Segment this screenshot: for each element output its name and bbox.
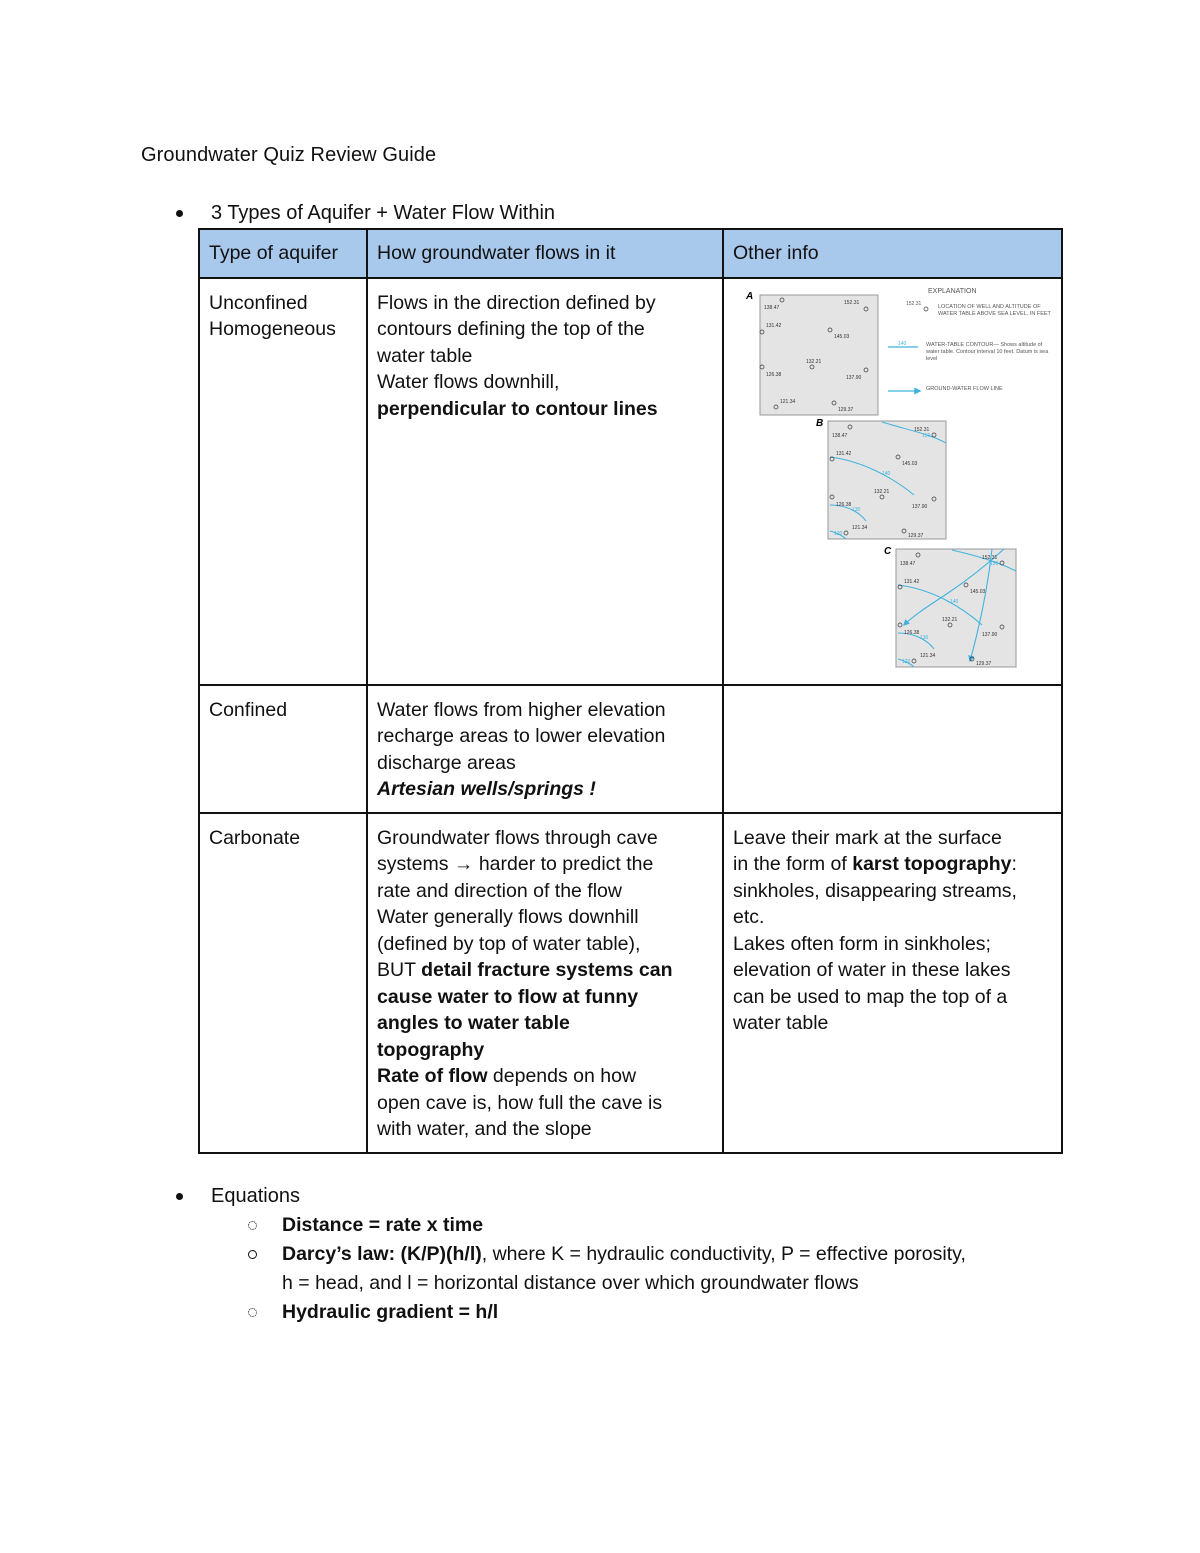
cell-text: water table [733,1012,829,1034]
cell-text: Groundwater flows through cave [377,826,658,849]
svg-text:138.47: 138.47 [900,560,916,567]
svg-text:137.90: 137.90 [846,374,862,381]
svg-text:131.42: 131.42 [904,578,920,585]
svg-text:152.31: 152.31 [982,554,998,561]
svg-text:152.31: 152.31 [844,299,860,306]
cell-other [723,685,1062,813]
svg-text:152.31: 152.31 [914,426,930,433]
svg-text:132.21: 132.21 [942,616,958,623]
cell-bold-text: topography [377,1038,485,1061]
svg-text:137.90: 137.90 [912,503,928,510]
svg-text:138.47: 138.47 [832,432,848,439]
cell-flow [367,813,723,1153]
cell-bold-text: perpendicular to contour lines [377,397,658,420]
cell-text: recharge areas to lower elevation [377,725,666,747]
bullet-label: 3 Types of Aquifer + Water Flow Within [211,202,556,224]
cell-text: Lakes often form in sinkholes; [733,932,991,955]
cell-text: Water generally flows downhill [377,906,639,928]
cell-text: Unconfined [209,291,308,314]
svg-text:145.03: 145.03 [902,460,918,467]
svg-text:126.38: 126.38 [766,371,782,378]
list-item: Darcy’s law: (K/P)(h/l), where K = hydraulic conductivity, P = effective porosity, h = head, and l = horizontal distance over which groundwater flows [248,1240,966,1298]
svg-text:121.34: 121.34 [920,652,936,659]
svg-text:130: 130 [852,506,861,513]
header-type: Type of aquifer [199,229,367,278]
cell-text: etc. [733,906,765,928]
cell-bold-italic-text: Artesian wells/springs ! [377,778,596,800]
svg-text:131.42: 131.42 [836,450,852,457]
cell-text: can be used to map the top of a [733,985,1008,1008]
table-header-row [199,229,1062,278]
cell-text: Leave their mark at the surface [733,826,1002,849]
svg-text:129.37: 129.37 [908,532,924,539]
svg-text:145.03: 145.03 [834,333,850,340]
svg-text:121.34: 121.34 [780,398,796,405]
table-row [199,813,1062,1153]
svg-text:145.03: 145.03 [970,588,986,595]
cell-text: water table [377,344,473,367]
bullet-equations [176,1183,300,1209]
bullet-label: Equations [211,1185,300,1207]
equation-distance: Distance = rate x time [282,1214,484,1236]
cell-text: (defined by top of water table), [377,932,641,955]
cell-flow [367,685,723,813]
aquifer-table [198,228,1063,1154]
header-other: Other info [723,229,1062,278]
equations-list [248,1211,966,1327]
bullet-icon [176,1193,183,1200]
bullet-aquifer-types [176,200,555,226]
sub-bullet-icon [248,1211,282,1230]
bullet-icon [176,210,183,217]
svg-text:137.90: 137.90 [982,631,998,638]
svg-text:150: 150 [922,432,931,439]
svg-text:131.42: 131.42 [766,322,782,329]
sub-bullet-icon [248,1240,282,1259]
page-title: Groundwater Quiz Review Guide [141,144,437,166]
cell-text: discharge areas [377,751,516,774]
cell-text: in the form of karst topography: [733,853,1017,875]
cell-text: with water, and the slope [377,1118,592,1140]
svg-text:132.21: 132.21 [874,488,890,495]
equation-darcy: Darcy’s law: (K/P)(h/l) [282,1243,482,1265]
cell-text: Flows in the direction defined by [377,291,656,314]
table-row [199,685,1062,813]
equation-hydraulic-gradient: Hydraulic gradient = h/l [282,1301,499,1323]
header-flow: How groundwater flows in it [367,229,723,278]
svg-text:150: 150 [990,560,999,567]
list-item [248,1211,966,1240]
svg-text:152.31: 152.31 [906,300,922,307]
cell-type [199,813,367,1153]
cell-bold-text: angles to water table [377,1012,570,1034]
svg-text:126.38: 126.38 [904,629,920,636]
sub-bullet-icon [248,1298,282,1317]
panel-label-c: C [884,545,892,557]
cell-text: open cave is, how full the cave is [377,1091,663,1114]
cell-other [723,813,1062,1153]
svg-text:126.38: 126.38 [836,501,852,508]
cell-text: rate and direction of the flow [377,879,622,902]
svg-text:140: 140 [882,470,891,477]
cell-bold-text: cause water to flow at funny [377,985,639,1008]
panel-label-a: A [746,290,754,302]
cell-text: Confined [209,698,288,721]
cell-type [199,685,367,813]
svg-text:140: 140 [950,598,959,605]
table-row [199,278,1062,685]
water-table-figure [742,285,1062,673]
cell-text: Rate of flow depends on how [377,1065,637,1087]
cell-text: Water flows from higher elevation [377,698,666,721]
figure-explanation: EXPLANATION 152.31 LOCATION OF WELL AND ALTITUDE OF WATER TABLE ABOVE SEA LEVEL, IN FEET 140 WATER-TABLE CONTOUR— Shows altitude of water table. Contour interval 10 feet. Datum is sea level GROUND-WATER FLOW LINE [898,287,1051,392]
svg-text:EXPLANATION: EXPLANATION [928,287,977,295]
cell-text: contours defining the top of the [377,318,645,340]
svg-text:121.34: 121.34 [852,524,868,531]
cell-type [199,278,367,685]
cell-text: sinkholes, disappearing streams, [733,879,1017,902]
svg-text:129.37: 129.37 [976,660,992,667]
list-item [248,1298,966,1327]
svg-text:138.47: 138.47 [764,304,780,311]
svg-text:130: 130 [920,634,929,641]
cell-text: systems → harder to predict the [377,853,654,875]
panel-a [760,295,878,415]
svg-text:140: 140 [898,340,907,347]
cell-other [723,278,1062,685]
svg-text:120: 120 [834,530,843,537]
cell-text: elevation of water in these lakes [733,959,1011,981]
svg-text:132.21: 132.21 [806,358,822,365]
svg-text:129.37: 129.37 [838,406,854,413]
cell-flow [367,278,723,685]
cell-text: Carbonate [209,826,301,849]
cell-text: Water flows downhill, [377,371,560,393]
cell-text: BUT detail fracture systems can [377,959,673,981]
cell-text: Homogeneous [209,318,336,340]
svg-text:120: 120 [902,658,911,665]
panel-label-b: B [816,417,824,429]
